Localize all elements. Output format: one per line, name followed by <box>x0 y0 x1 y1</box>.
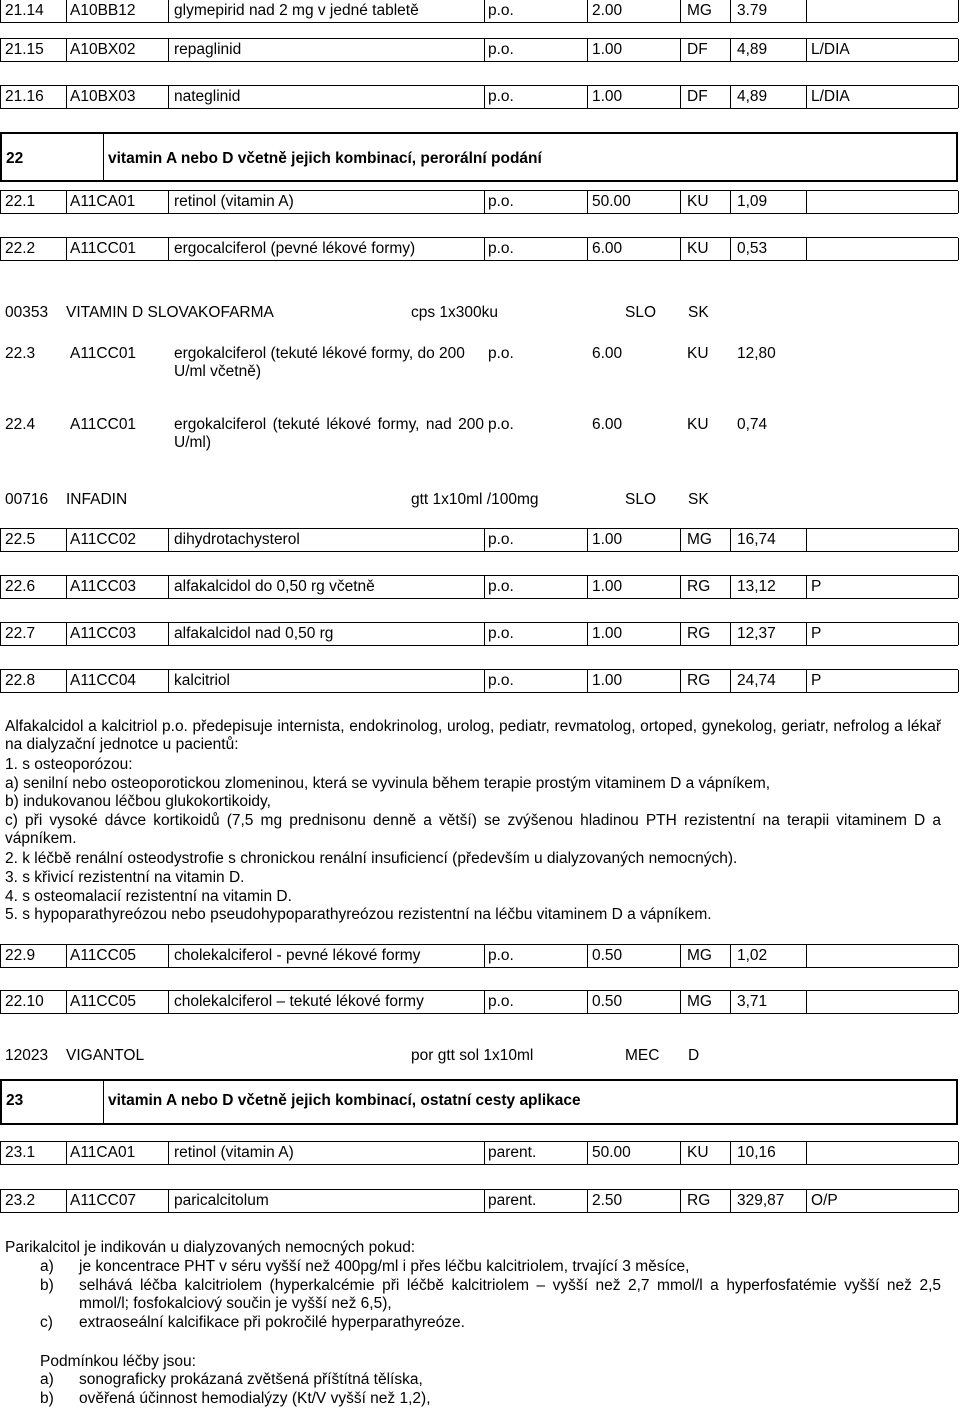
row-name: retinol (vitamin A) <box>174 1144 294 1161</box>
product-pack: por gtt sol 1x10ml <box>411 1047 534 1064</box>
row-unit: MG <box>687 993 712 1010</box>
row-route: p.o. <box>488 88 514 105</box>
note-line: 3. s křivicí rezistentní na vitamin D. <box>5 869 245 886</box>
row-name: repaglinid <box>174 41 242 58</box>
group-title: vitamin A nebo D včetně jejich kombinací, perorální podání <box>108 150 542 167</box>
note-line: a) senilní nebo osteoporotickou zlomeninou, která se vyvinula během terapie prostým vitaminem D a vápníkem, <box>5 775 771 792</box>
row-route: parent. <box>488 1192 537 1209</box>
row-price: 4,89 <box>737 41 768 58</box>
row-id: 22.5 <box>5 531 36 548</box>
row-name: ergokalciferol (tekuté lékové formy, do 200 U/ml včetně) <box>174 345 465 380</box>
product-code: 00353 <box>5 304 49 321</box>
row-route: p.o. <box>488 625 514 642</box>
row-price: 4,89 <box>737 88 768 105</box>
row-atc: A11CC03 <box>70 578 137 595</box>
row-dose: 0.50 <box>592 947 623 964</box>
row-price: 10,16 <box>737 1144 776 1161</box>
row-unit: RG <box>687 625 711 642</box>
table-row <box>0 85 958 109</box>
table-row <box>0 412 958 462</box>
row-name: dihydrotachysterol <box>174 531 300 548</box>
row-name: glymepirid nad 2 mg v jedné tabletě <box>174 2 419 19</box>
row-price: 0,53 <box>737 240 768 257</box>
product-pack: gtt 1x10ml /100mg <box>411 491 539 508</box>
row-id: 23.1 <box>5 1144 36 1161</box>
row-note: L/DIA <box>811 41 850 58</box>
group-header-22 <box>0 132 958 182</box>
product-country: SLO <box>625 491 657 508</box>
row-price: 0,74 <box>737 416 768 433</box>
row-dose: 6.00 <box>592 240 623 257</box>
row-unit: KU <box>687 240 709 257</box>
row-id: 22.3 <box>5 345 36 362</box>
row-route: p.o. <box>488 41 514 58</box>
product-pack: cps 1x300ku <box>411 304 499 321</box>
table-row <box>0 575 958 599</box>
note-line: b) indukovanou léčbou glukokortikoidy, <box>5 793 271 810</box>
row-atc: A11CC04 <box>70 672 137 689</box>
row-id: 22.8 <box>5 672 36 689</box>
row-unit: MG <box>687 2 712 19</box>
row-id: 23.2 <box>5 1192 36 1209</box>
row-note: L/DIA <box>811 88 850 105</box>
row-atc: A10BB12 <box>70 2 136 19</box>
row-dose: 50.00 <box>592 193 631 210</box>
row-id: 22.1 <box>5 193 36 210</box>
note-line: 4. s osteomalacií rezistentní na vitamin D. <box>5 888 292 905</box>
note-line: Alfakalcidol a kalcitriol p.o. předepisuje internista, endokrinolog, urolog, pediatr, revmatolog, ortoped, gynekolog, geriatr, nefrolog a lékař na dialyzační jednotce u pacientů: <box>5 718 941 753</box>
row-atc: A11CC03 <box>70 625 137 642</box>
table-row <box>0 944 958 968</box>
product-country: SLO <box>625 304 657 321</box>
row-unit: RG <box>687 1192 711 1209</box>
row-unit: RG <box>687 578 711 595</box>
row-unit: KU <box>687 193 709 210</box>
row-route: p.o. <box>488 531 514 548</box>
row-id: 22.4 <box>5 416 36 433</box>
item-text: sonograficky prokázaná zvětšená příštítná tělíska, <box>79 1371 423 1388</box>
row-atc: A11CC02 <box>70 531 137 548</box>
row-id: 22.2 <box>5 240 36 257</box>
row-dose: 1.00 <box>592 672 623 689</box>
row-id: 22.9 <box>5 947 36 964</box>
row-price: 16,74 <box>737 531 776 548</box>
row-dose: 1.00 <box>592 578 623 595</box>
row-route: p.o. <box>488 2 514 19</box>
row-route: p.o. <box>488 193 514 210</box>
row-price: 1,09 <box>737 193 768 210</box>
row-name: ergokalciferol (tekuté lékové formy, nad 200 U/ml) <box>174 416 484 451</box>
table-row <box>0 669 958 693</box>
row-dose: 50.00 <box>592 1144 631 1161</box>
row-note: P <box>811 578 822 595</box>
group-number: 23 <box>6 1092 24 1109</box>
row-atc: A11CC01 <box>70 416 137 433</box>
row-dose: 6.00 <box>592 416 623 433</box>
row-id: 21.16 <box>5 88 44 105</box>
table-row <box>0 622 958 646</box>
row-atc: A11CC01 <box>70 240 137 257</box>
row-atc: A11CC05 <box>70 947 137 964</box>
row-dose: 0.50 <box>592 993 623 1010</box>
item-text: selhává léčba kalcitriolem (hyperkalcémie při léčbě kalcitriolem – vyšší než 2,7 mmol/l a hyperfosfatémie vyšší než 2,5 mmol/l; fosfokalciový součin je vyšší než 6,5), <box>79 1277 941 1312</box>
row-atc: A11CA01 <box>70 193 136 210</box>
row-atc: A11CC05 <box>70 993 137 1010</box>
table-row <box>0 237 958 261</box>
table-row <box>0 1189 958 1213</box>
item-label: b) <box>40 1390 54 1407</box>
row-route: p.o. <box>488 578 514 595</box>
product-code: 00716 <box>5 491 49 508</box>
table-row <box>0 190 958 214</box>
row-price: 3,71 <box>737 993 768 1010</box>
row-route: p.o. <box>488 672 514 689</box>
row-atc: A10BX03 <box>70 88 136 105</box>
row-name: alfakalcidol nad 0,50 rg <box>174 625 334 642</box>
row-price: 12,80 <box>737 345 776 362</box>
row-id: 22.10 <box>5 993 44 1010</box>
product-code: 12023 <box>5 1047 49 1064</box>
note-line: 5. s hypoparathyreózou nebo pseudohypoparathyreózou rezistentní na léčbu vitaminem D a vápníkem. <box>5 906 712 923</box>
row-name: ergocalciferol (pevné lékové formy) <box>174 240 416 257</box>
row-note: O/P <box>811 1192 838 1209</box>
row-unit: KU <box>687 1144 709 1161</box>
row-dose: 1.00 <box>592 88 623 105</box>
row-dose: 1.00 <box>592 625 623 642</box>
row-id: 21.15 <box>5 41 44 58</box>
row-id: 21.14 <box>5 2 44 19</box>
row-atc: A11CA01 <box>70 1144 136 1161</box>
row-atc: A11CC07 <box>70 1192 137 1209</box>
row-price: 24,74 <box>737 672 776 689</box>
row-route: parent. <box>488 1144 537 1161</box>
row-unit: RG <box>687 672 711 689</box>
item-text: ověřená účinnost hemodialýzy (Kt/V vyšší než 1,2), <box>79 1390 431 1407</box>
note-line: 1. s osteoporózou: <box>5 756 133 773</box>
row-route: p.o. <box>488 240 514 257</box>
product-flag: SK <box>688 491 709 508</box>
item-label: c) <box>40 1314 53 1331</box>
group-header-23 <box>0 1079 958 1125</box>
group-title: vitamin A nebo D včetně jejich kombinací, ostatní cesty aplikace <box>108 1092 581 1109</box>
note-line: c) při vysoké dávce kortikoidů (7,5 mg prednisonu denně a větší) se zvýšenou hladinou PTH rezistentní na terapii vitaminem D a vápníkem. <box>5 812 941 847</box>
row-price: 3.79 <box>737 2 768 19</box>
product-name: VITAMIN D SLOVAKOFARMA <box>66 304 274 321</box>
item-text: je koncentrace PHT v séru vyšší než 400pg/ml i přes léčbu kalcitriolem, trvající 3 měsíce, <box>79 1258 690 1275</box>
row-dose: 6.00 <box>592 345 623 362</box>
row-route: p.o. <box>488 947 514 964</box>
row-name: nateglinid <box>174 88 241 105</box>
row-dose: 2.50 <box>592 1192 623 1209</box>
row-unit: DF <box>687 88 708 105</box>
table-row <box>0 1141 958 1165</box>
row-name: cholekalciferol - pevné lékové formy <box>174 947 421 964</box>
item-label: a) <box>40 1371 54 1388</box>
item-label: a) <box>40 1258 54 1275</box>
table-row <box>0 341 958 391</box>
row-dose: 2.00 <box>592 2 623 19</box>
row-atc: A10BX02 <box>70 41 136 58</box>
row-name: cholekalciferol – tekuté lékové formy <box>174 993 424 1010</box>
cond-title: Podmínkou léčby jsou: <box>40 1353 196 1370</box>
item-label: b) <box>40 1277 54 1294</box>
table-row <box>0 38 958 62</box>
row-name: kalcitriol <box>174 672 230 689</box>
product-flag: SK <box>688 304 709 321</box>
item-text: extraoseální kalcifikace při pokročilé hyperparathyreóze. <box>79 1314 465 1331</box>
row-price: 1,02 <box>737 947 768 964</box>
row-price: 329,87 <box>737 1192 785 1209</box>
note-line: 2. k léčbě renální osteodystrofie s chronickou renální insuficiencí (především u dialyzovaných nemocných). <box>5 850 738 867</box>
row-unit: KU <box>687 345 709 362</box>
row-name: alfakalcidol do 0,50 rg včetně <box>174 578 375 595</box>
row-note: P <box>811 672 822 689</box>
row-price: 13,12 <box>737 578 776 595</box>
row-route: p.o. <box>488 416 514 433</box>
product-name: INFADIN <box>66 491 128 508</box>
group-number: 22 <box>6 150 24 167</box>
row-unit: MG <box>687 947 712 964</box>
row-dose: 1.00 <box>592 41 623 58</box>
product-name: VIGANTOL <box>66 1047 145 1064</box>
row-name: retinol (vitamin A) <box>174 193 294 210</box>
table-row <box>0 0 958 23</box>
row-route: p.o. <box>488 993 514 1010</box>
row-atc: A11CC01 <box>70 345 137 362</box>
row-dose: 1.00 <box>592 531 623 548</box>
row-price: 12,37 <box>737 625 776 642</box>
note-intro: Parikalcitol je indikován u dialyzovaných nemocných pokud: <box>5 1239 416 1256</box>
row-id: 22.7 <box>5 625 36 642</box>
row-route: p.o. <box>488 345 514 362</box>
product-country: MEC <box>625 1047 660 1064</box>
row-id: 22.6 <box>5 578 36 595</box>
row-name: paricalcitolum <box>174 1192 269 1209</box>
row-unit: DF <box>687 41 708 58</box>
row-note: P <box>811 625 822 642</box>
table-row <box>0 528 958 552</box>
row-unit: MG <box>687 531 712 548</box>
table-row <box>0 990 958 1014</box>
row-unit: KU <box>687 416 709 433</box>
product-flag: D <box>688 1047 700 1064</box>
